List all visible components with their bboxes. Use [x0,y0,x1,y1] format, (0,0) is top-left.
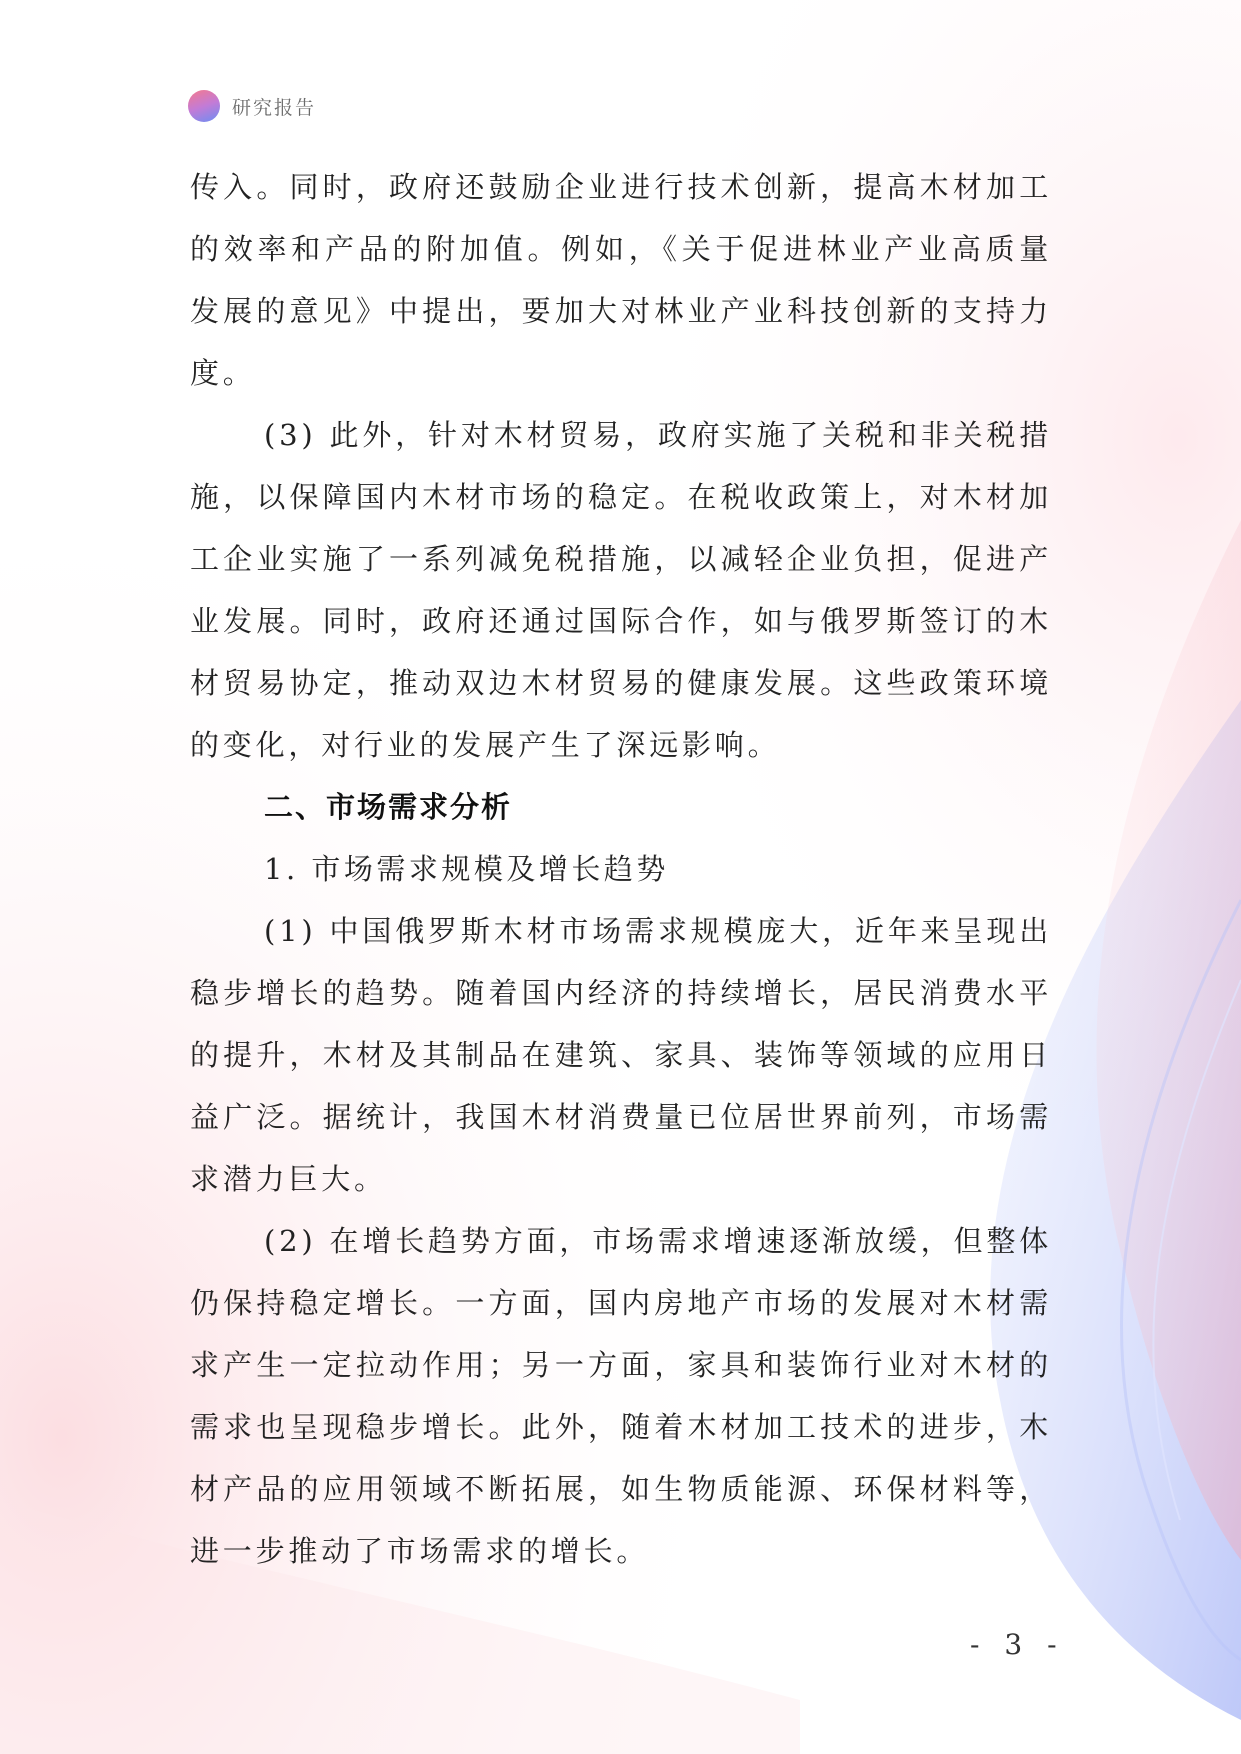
report-logo-icon [188,90,220,122]
page-number: - 3 - [970,1628,1065,1661]
subsection-heading: 1. 市场需求规模及增长趋势 [264,852,669,886]
paragraph-growth-trend: (2) 在增长趋势方面，市场需求增速逐渐放缓，但整体仍保持稳定增长。一方面，国内房地产市场的发展对木材需求产生一定拉动作用；另一方面，家具和装饰行业对木材的需求也呈现稳步增长。此外，随着木材加工技术的进步，木材产品的应用领域不断拓展，如生物质能源、环保材料等，进一步推动了市场需求的增长。 [190,1224,1052,1568]
header-title: 研究报告 [232,96,317,119]
document-body [190,156,1052,1582]
section-heading: 二、市场需求分析 [264,790,513,824]
page-header [188,88,316,124]
paragraph-demand-scale: (1) 中国俄罗斯木材市场需求规模庞大，近年来呈现出稳步增长的趋势。随着国内经济的持续增长，居民消费水平的提升，木材及其制品在建筑、家具、装饰等领域的应用日益广泛。据统计，我国木材消费量已位居世界前列，市场需求潜力巨大。 [190,914,1052,1196]
paragraph-continuation: 传入。同时，政府还鼓励企业进行技术创新，提高木材加工的效率和产品的附加值。例如，《关于促进林业产业高质量发展的意见》中提出，要加大对林业产业科技创新的支持力度。 [190,170,1052,390]
paragraph-policy-trade: (3) 此外，针对木材贸易，政府实施了关税和非关税措施，以保障国内木材市场的稳定。在税收政策上，对木材加工企业实施了一系列减免税措施，以减轻企业负担，促进产业发展。同时，政府还通过国际合作，如与俄罗斯签订的木材贸易协定，推动双边木材贸易的健康发展。这些政策环境的变化，对行业的发展产生了深远影响。 [190,418,1052,762]
